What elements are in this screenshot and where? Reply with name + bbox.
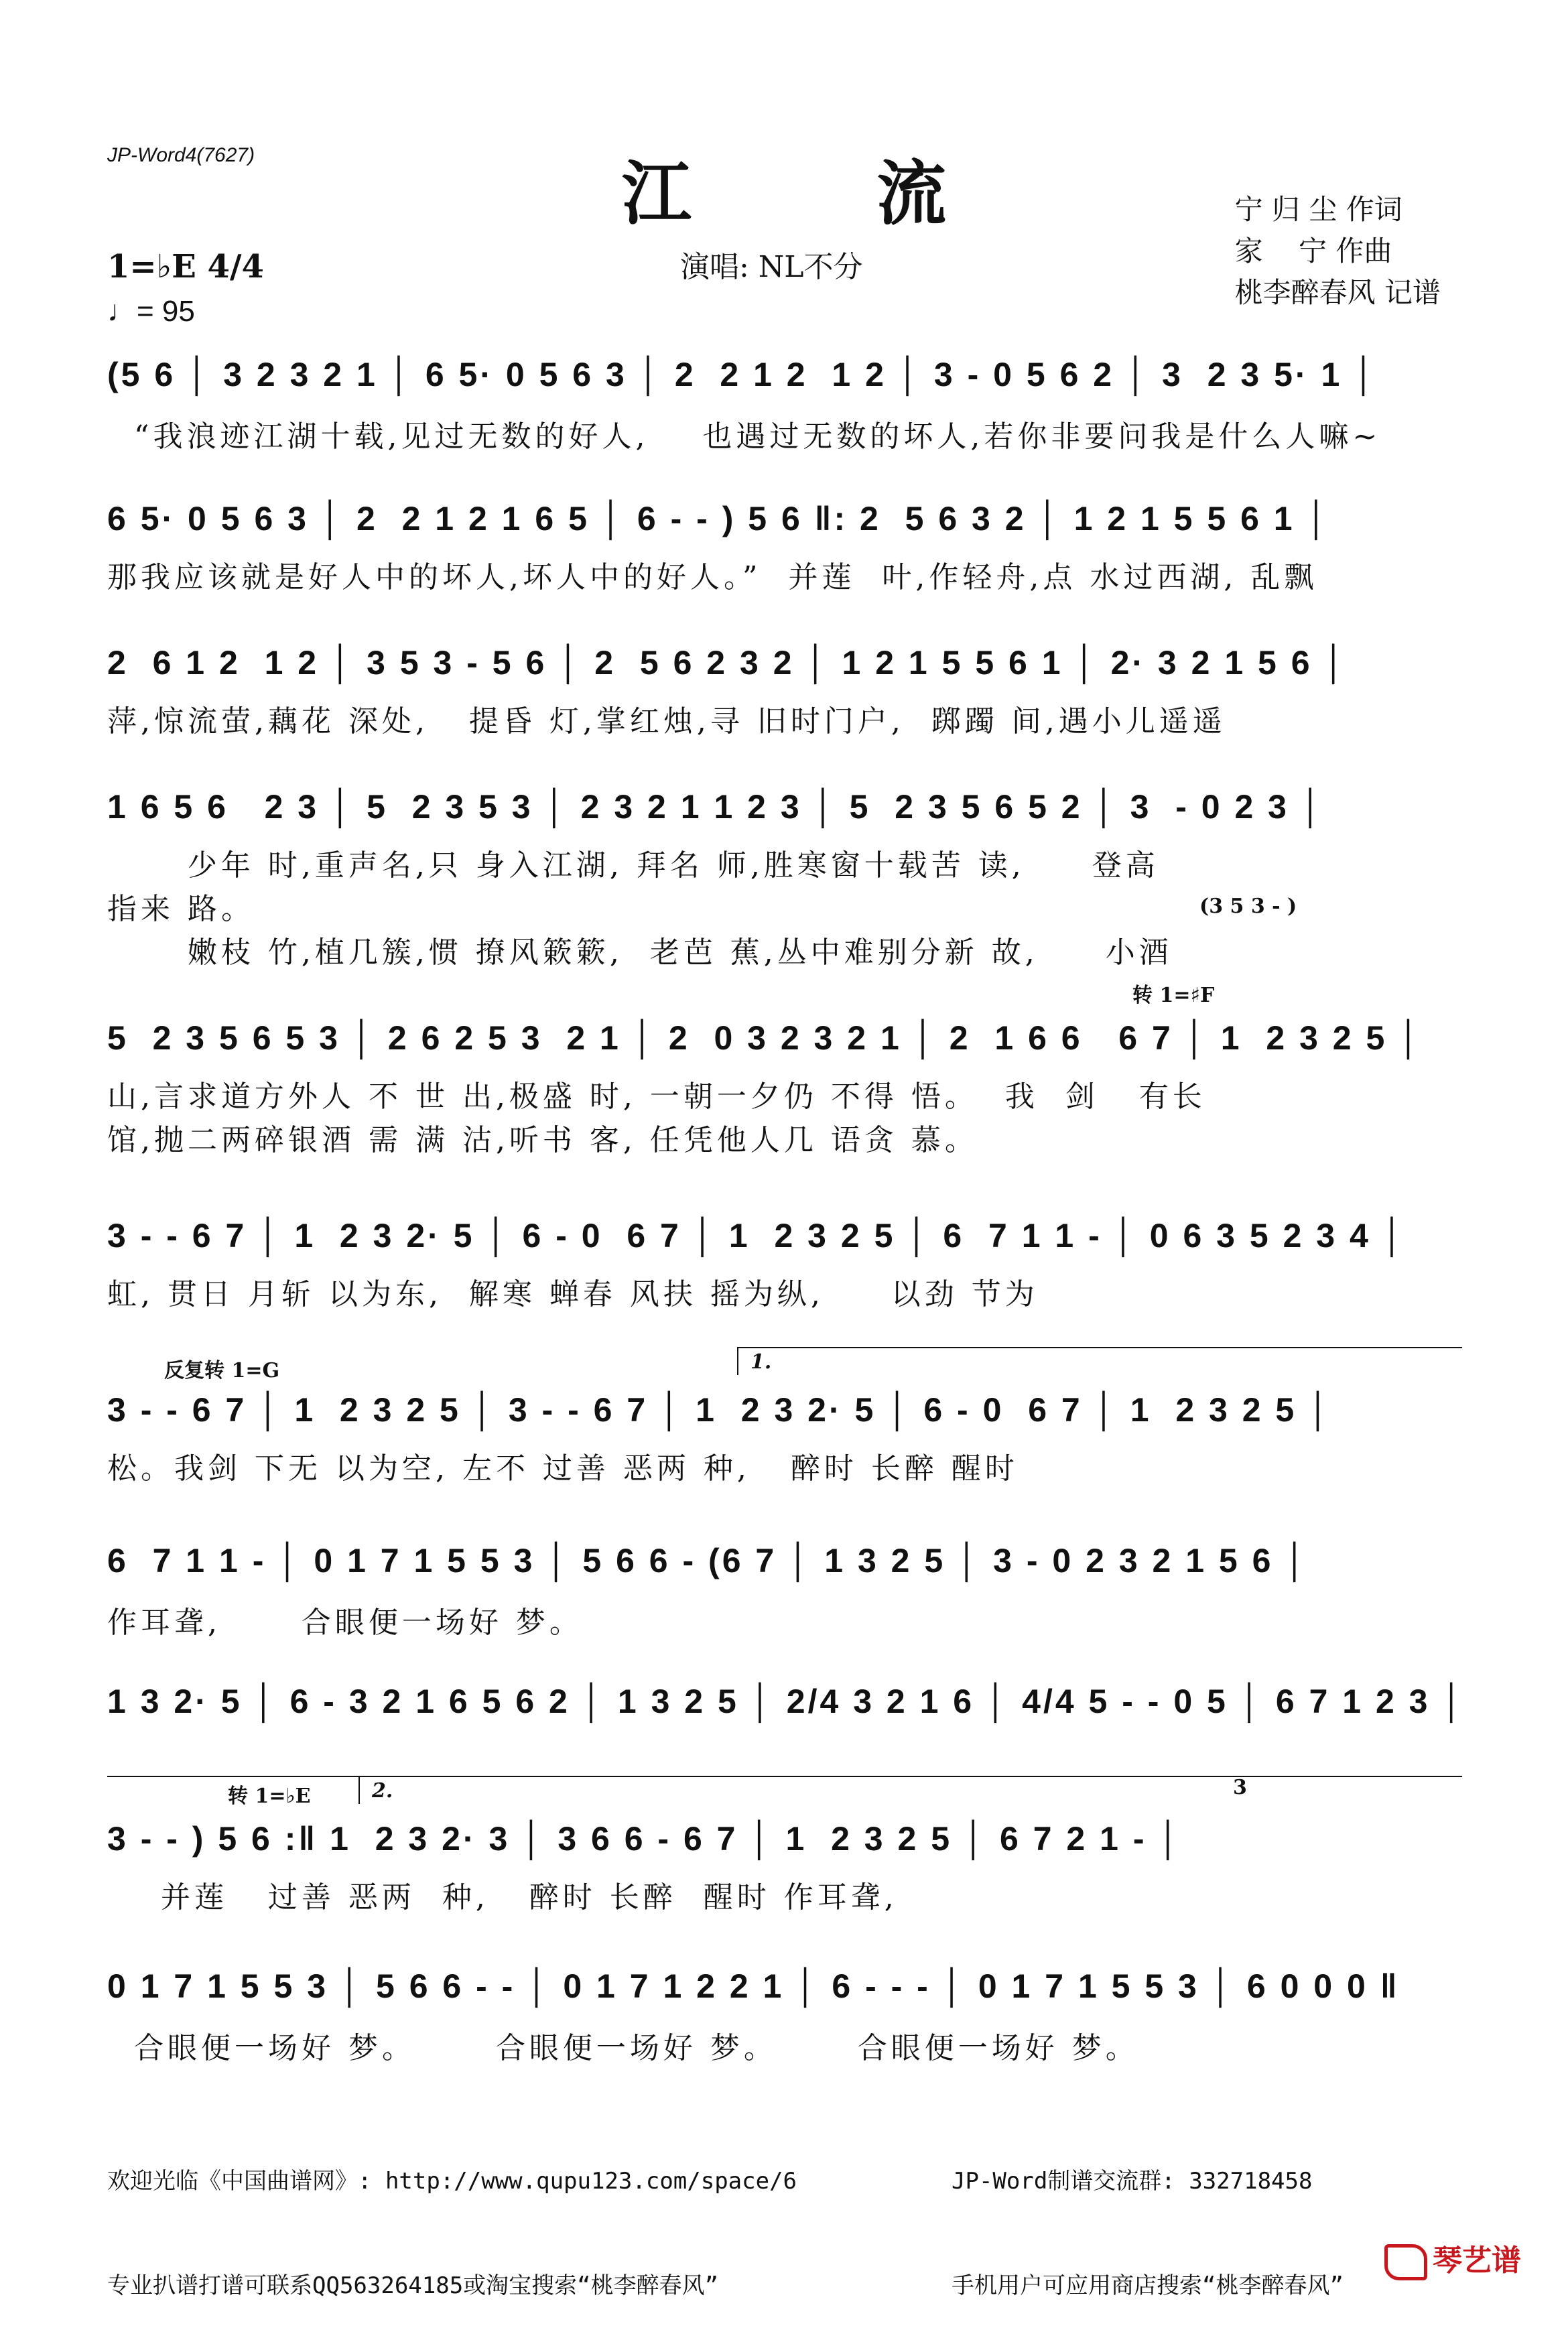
brand-icon	[1384, 2244, 1427, 2280]
footer-group-line: JP-Word制谱交流群: 332718458	[952, 2168, 1313, 2195]
composer-credit: 家 宁 作曲	[1234, 235, 1392, 267]
volta-label: 2.	[372, 1779, 393, 1803]
lyric-row: 虹, 贯日 月斩 以为东, 解寒 蝉春 风扶 摇为纵, 以劲 节为	[107, 1277, 1039, 1311]
notation-row: 2 6 1 2 1 2 │ 3 5 3 - 5 6 │ 2 5 6 2 3 2 │ 1 2 1 5 5 6 1 │ 2· 3 2 1 5 6 │	[107, 644, 1348, 681]
notation-row: 1 6 5 6 2 3 │ 5 2 3 5 3 │ 2 3 2 1 1 2 3 │ 5 2 3 5 6 5 2 │ 3 - 0 2 3 │	[107, 788, 1325, 826]
notation-row: 3 - - 6 7 │ 1 2 3 2· 5 │ 6 - 0 6 7 │ 1 2 3 2 5 │ 6 7 1 1 - │ 0 6 3 5 2 3 4 │	[107, 1217, 1407, 1254]
lyric-row: 并莲 过善 恶两 种, 醉时 长醉 醒时 作耳聋,	[107, 1880, 898, 1914]
lyric-row-verse-2: 馆,抛二两碎银酒 需 满 沽,听书 客, 任凭他人几 语贪 慕。	[107, 1123, 978, 1157]
lyric-row: 松。我剑 下无 以为空, 左不 过善 恶两 种, 醉时 长醉 醒时	[107, 1451, 1019, 1486]
lyric-row-verse-1: 山,言求道方外人 不 世 出,极盛 时, 一朝一夕仍 不得 悟。 我 剑 有长	[107, 1080, 1206, 1114]
modulation-mark: 转 1=♯F	[1132, 984, 1215, 1007]
footer-left	[107, 2094, 797, 2338]
alt-notation: (3 5 3 - )	[1199, 895, 1297, 918]
notation-row: 6 7 1 1 - │ 0 1 7 1 5 5 3 │ 5 6 6 - (6 7 │ 1 3 2 5 │ 3 - 0 2 3 2 1 5 6 │	[107, 1542, 1309, 1579]
footer-app-line: 手机用户可应用商店搜索“桃李醉春风”	[952, 2272, 1344, 2299]
modulation-mark: 反复转 1=G	[164, 1359, 280, 1382]
lyricist-credit: 宁 归 尘 作词	[1234, 193, 1402, 226]
notation-row: 3 - - ) 5 6 :‖ 1 2 3 2· 3 │ 3 6 6 - 6 7 │ 1 2 3 2 5 │ 6 7 2 1 - │	[107, 1820, 1183, 1858]
modulation-mark: 转 1=♭E	[228, 1784, 311, 1808]
lyric-row: 合眼便一场好 梦。 合眼便一场好 梦。 合眼便一场好 梦。	[107, 2031, 1139, 2065]
notation-row: 0 1 7 1 5 5 3 │ 5 6 6 - - │ 0 1 7 1 2 2 1 │ 6 - - - │ 0 1 7 1 5 5 3 │ 6 0 0 0 ‖	[107, 1967, 1400, 2005]
lyric-row-shared: 指来 路。	[107, 892, 255, 926]
lyric-row: 那我应该就是好人中的坏人,坏人中的好人。” 并莲 叶,作轻舟,点 水过西湖, 乱飘	[107, 560, 1318, 594]
triplet-mark: 3	[1233, 1776, 1247, 1799]
singer-label: 演唱: NL不分	[680, 250, 863, 284]
notation-row: 1 3 2· 5 │ 6 - 3 2 1 6 5 6 2 │ 1 3 2 5 │ 2/4 3 2 1 6 │ 4/4 5 - - 0 5 │ 6 7 1 2 3 │	[107, 1683, 1466, 1720]
footer-right	[952, 2094, 1344, 2338]
volta-bracket	[358, 1776, 1462, 1804]
transcriber-credit: 桃李醉春风 记谱	[1234, 276, 1441, 309]
lyric-row-verse-2: 嫩枝 竹,植几簇,惯 撩风簌簌, 老芭 蕉,丛中难别分新 故, 小酒	[107, 935, 1173, 970]
credits	[1235, 189, 1441, 314]
notation-row: 3 - - 6 7 │ 1 2 3 2 5 │ 3 - - 6 7 │ 1 2 3 2· 5 │ 6 - 0 6 7 │ 1 2 3 2 5 │	[107, 1391, 1333, 1429]
brand-logo	[1384, 2236, 1521, 2280]
notation-row: 6 5· 0 5 6 3 │ 2 2 1 2 1 6 5 │ 6 - - ) 5 6 ‖: 2 5 6 3 2 │ 1 2 1 5 5 6 1 │	[107, 500, 1331, 537]
page-title: 江 流	[621, 152, 1027, 235]
lyric-row-verse-1: 少年 时,重声名,只 身入江湖, 拜名 师,胜寒窗十载苦 读, 登高	[107, 848, 1159, 883]
notation-row: 5 2 3 5 6 5 3 │ 2 6 2 5 3 2 1 │ 2 0 3 2 3 2 1 │ 2 1 6 6 6 7 │ 1 2 3 2 5 │	[107, 1019, 1423, 1057]
notation-row: (5 6 │ 3 2 3 2 1 │ 6 5· 0 5 6 3 │ 2 2 1 2 1 2 │ 3 - 0 5 6 2 │ 3 2 3 5· 1 │	[107, 356, 1378, 393]
lyric-row: “我浪迹江湖十载,见过无数的好人, 也遇过无数的坏人,若你非要问我是什么人嘛~	[107, 419, 1382, 454]
footer-contact-line: 专业扒谱打谱可联系QQ563264185或淘宝搜索“桃李醉春风”	[107, 2272, 719, 2299]
tempo-marking: ♩= 95	[107, 295, 195, 328]
brand-label: 琴艺谱	[1433, 2244, 1521, 2278]
software-label: JP-Word4(7627)	[107, 144, 255, 166]
lyric-row: 萍,惊流萤,藕花 深处, 提昏 灯,掌红烛,寻 旧时门户, 踯躅 间,遇小儿遥遥	[107, 704, 1226, 738]
lyric-row: 作耳聋, 合眼便一场好 梦。	[107, 1606, 583, 1640]
key-signature: 1=♭E 4/4	[107, 248, 264, 285]
volta-bracket	[737, 1347, 1462, 1375]
footer-site-line: 欢迎光临《中国曲谱网》: http://www.qupu123.com/space/6	[107, 2168, 797, 2195]
volta-label: 1.	[750, 1350, 772, 1374]
